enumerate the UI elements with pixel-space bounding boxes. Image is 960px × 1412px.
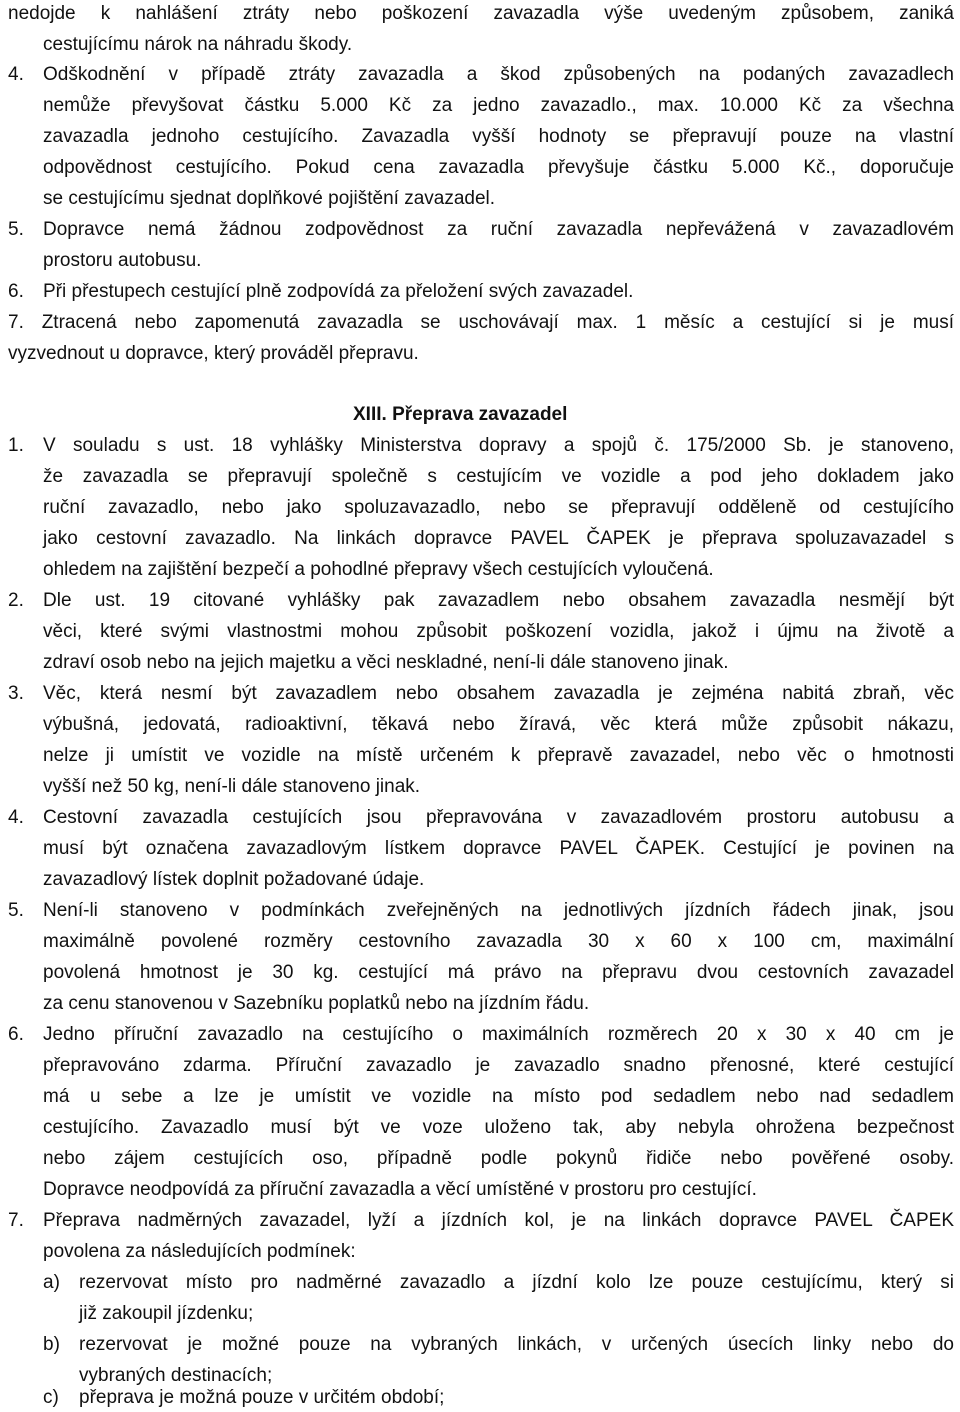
list-number: 7. <box>8 1210 24 1231</box>
list-item-line: Věc, která nesmí být zavazadlem nebo obsahem zavazadla je zejména nabitá zbraň, věc <box>43 683 954 704</box>
sublist-item-line: přeprava je možná pouze v určitém období; <box>79 1387 445 1408</box>
list-item-line: Cestovní zavazadla cestujících jsou přepravována v zavazadlovém prostoru autobusu a <box>43 807 954 828</box>
sublist-item-line: rezervovat je možné pouze na vybraných linkách, v určených úsecích linky nebo do <box>79 1334 954 1355</box>
list-item-line: že zavazadla se přepravují společně s cestujícím ve vozidle a pod jeho dokladem jako <box>43 466 954 487</box>
list-item-line: Dopravce nemá žádnou zodpovědnost za ruční zavazadla nepřevážená v zavazadlovém <box>43 219 954 240</box>
paragraph-line: nedojde k nahlášení ztráty nebo poškození zavazadla výše uvedeným způsobem, zaniká <box>8 3 954 24</box>
sublist-letter: a) <box>43 1272 60 1293</box>
list-item-line: výbušná, jedovatá, radioaktivní, těkavá nebo žíravá, věc která může způsobit nákazu, <box>43 714 954 735</box>
list-number: 4. <box>8 64 24 85</box>
list-item-line: ruční zavazadlo, nebo jako spoluzavazadlo, nebo se přepravují odděleně od cestujícího <box>43 497 954 518</box>
list-number: 3. <box>8 683 24 704</box>
list-item-line: povolená hmotnost je 30 kg. cestující má právo na přepravu dvou cestovních zavazadel <box>43 962 954 983</box>
list-item-line: nebo zájem cestujících oso, případně podle pokynů řidiče nebo pověřené osoby. <box>43 1148 954 1169</box>
list-item-line: maximálně povolené rozměry cestovního zavazadla 30 x 60 x 100 cm, maximální <box>43 931 954 952</box>
list-item-line: Dopravce neodpovídá za příruční zavazadla a věcí umístěné v prostoru pro cestující. <box>43 1179 757 1200</box>
sublist-item-line: již zakoupil jízdenku; <box>79 1303 254 1324</box>
list-item-line: věci, které svými vlastnostmi mohou způsobit poškození vozidla, jakož i újmu na životě a <box>43 621 954 642</box>
list-item-line: nelze ji umístit ve vozidle na místě určeném k přepravě zavazadel, nebo věc o hmotnosti <box>43 745 954 766</box>
list-item-line: cestujícího. Zavazadlo musí být ve voze uloženo tak, aby nebyla ohrožena bezpečnost <box>43 1117 954 1138</box>
paragraph-line: cestujícímu nárok na náhradu škody. <box>43 34 353 55</box>
list-item-line: vyzvednout u dopravce, který prováděl přepravu. <box>8 343 419 364</box>
sublist-item-line: rezervovat místo pro nadměrné zavazadlo a jízdní kolo lze pouze cestujícímu, který si <box>79 1272 954 1293</box>
list-item-line: má u sebe a lze je umístit ve vozidle na místo pod sedadlem nebo nad sedadlem <box>43 1086 954 1107</box>
list-item-line: povolena za následujících podmínek: <box>43 1241 356 1262</box>
list-number: 2. <box>8 590 24 611</box>
list-item-line: zavazadla jednoho cestujícího. Zavazadla vyšší hodnoty se přepravují pouze na vlastní <box>43 126 954 147</box>
list-item-line: odpovědnost cestujícího. Pokud cena zavazadla převyšuje částku 5.000 Kč., doporučuje <box>43 157 954 178</box>
list-number: 6. <box>8 1024 24 1045</box>
list-item-line: přepravováno zdarma. Příruční zavazadlo je zavazadlo snadno přenosné, které cestující <box>43 1055 954 1076</box>
list-item-line: za cenu stanovenou v Sazebníku poplatků nebo na jízdním řádu. <box>43 993 590 1014</box>
list-item-line: Přeprava nadměrných zavazadel, lyží a jízdních kol, je na linkách dopravce PAVEL ČAPEK <box>43 1210 954 1231</box>
list-number: 1. <box>8 435 24 456</box>
list-item-line: Odškodnění v případě ztráty zavazadla a škod způsobených na podaných zavazadlech <box>43 64 954 85</box>
list-item-line: Jedno příruční zavazadlo na cestujícího o maximálních rozměrech 20 x 30 x 40 cm je <box>43 1024 954 1045</box>
list-item-line: nemůže převyšovat částku 5.000 Kč za jedno zavazadlo., max. 10.000 Kč za všechna <box>43 95 954 116</box>
sublist-letter: c) <box>43 1387 59 1408</box>
list-item-line: se cestujícímu sjednat doplňkové pojištění zavazadel. <box>43 188 496 209</box>
list-item-line: jako cestovní zavazadlo. Na linkách dopravce PAVEL ČAPEK je přeprava spoluzavazadel s <box>43 528 954 549</box>
list-item-line: musí být označena zavazadlovým lístkem dopravce PAVEL ČAPEK. Cestující je povinen na <box>43 838 954 859</box>
list-item-line: ohledem na zajištění bezpečí a pohodlné přepravy všech cestujících vyloučená. <box>43 559 714 580</box>
list-item-line: prostoru autobusu. <box>43 250 202 271</box>
list-item-line: zavazadlový lístek doplnit požadované údaje. <box>43 869 425 890</box>
list-item-line: vyšší než 50 kg, není-li dále stanoveno jinak. <box>43 776 421 797</box>
section-heading: XIII. Přeprava zavazadel <box>353 404 568 425</box>
list-item-line: Při přestupech cestující plně zodpovídá za přeložení svých zavazadel. <box>43 281 634 302</box>
list-number: 5. <box>8 219 24 240</box>
sublist-item-line: vybraných destinacích; <box>79 1365 273 1386</box>
sublist-letter: b) <box>43 1334 60 1355</box>
list-item-line: 7. Ztracená nebo zapomenutá zavazadla se uschovávají max. 1 měsíc a cestující si je musí <box>8 312 954 333</box>
list-item-line: Dle ust. 19 citované vyhlášky pak zavazadlem nebo obsahem zavazadla nesmějí být <box>43 590 954 611</box>
list-number: 5. <box>8 900 24 921</box>
list-number: 4. <box>8 807 24 828</box>
list-item-line: zdraví osob nebo na jejich majetku a věci neskladné, není-li dále stanoveno jinak. <box>43 652 729 673</box>
list-number: 6. <box>8 281 24 302</box>
list-item-line: Není-li stanoveno v podmínkách zveřejněných na jednotlivých jízdních řádech jinak, jsou <box>43 900 954 921</box>
list-item-line: V souladu s ust. 18 vyhlášky Ministerstva dopravy a spojů č. 175/2000 Sb. je stanoveno, <box>43 435 954 456</box>
